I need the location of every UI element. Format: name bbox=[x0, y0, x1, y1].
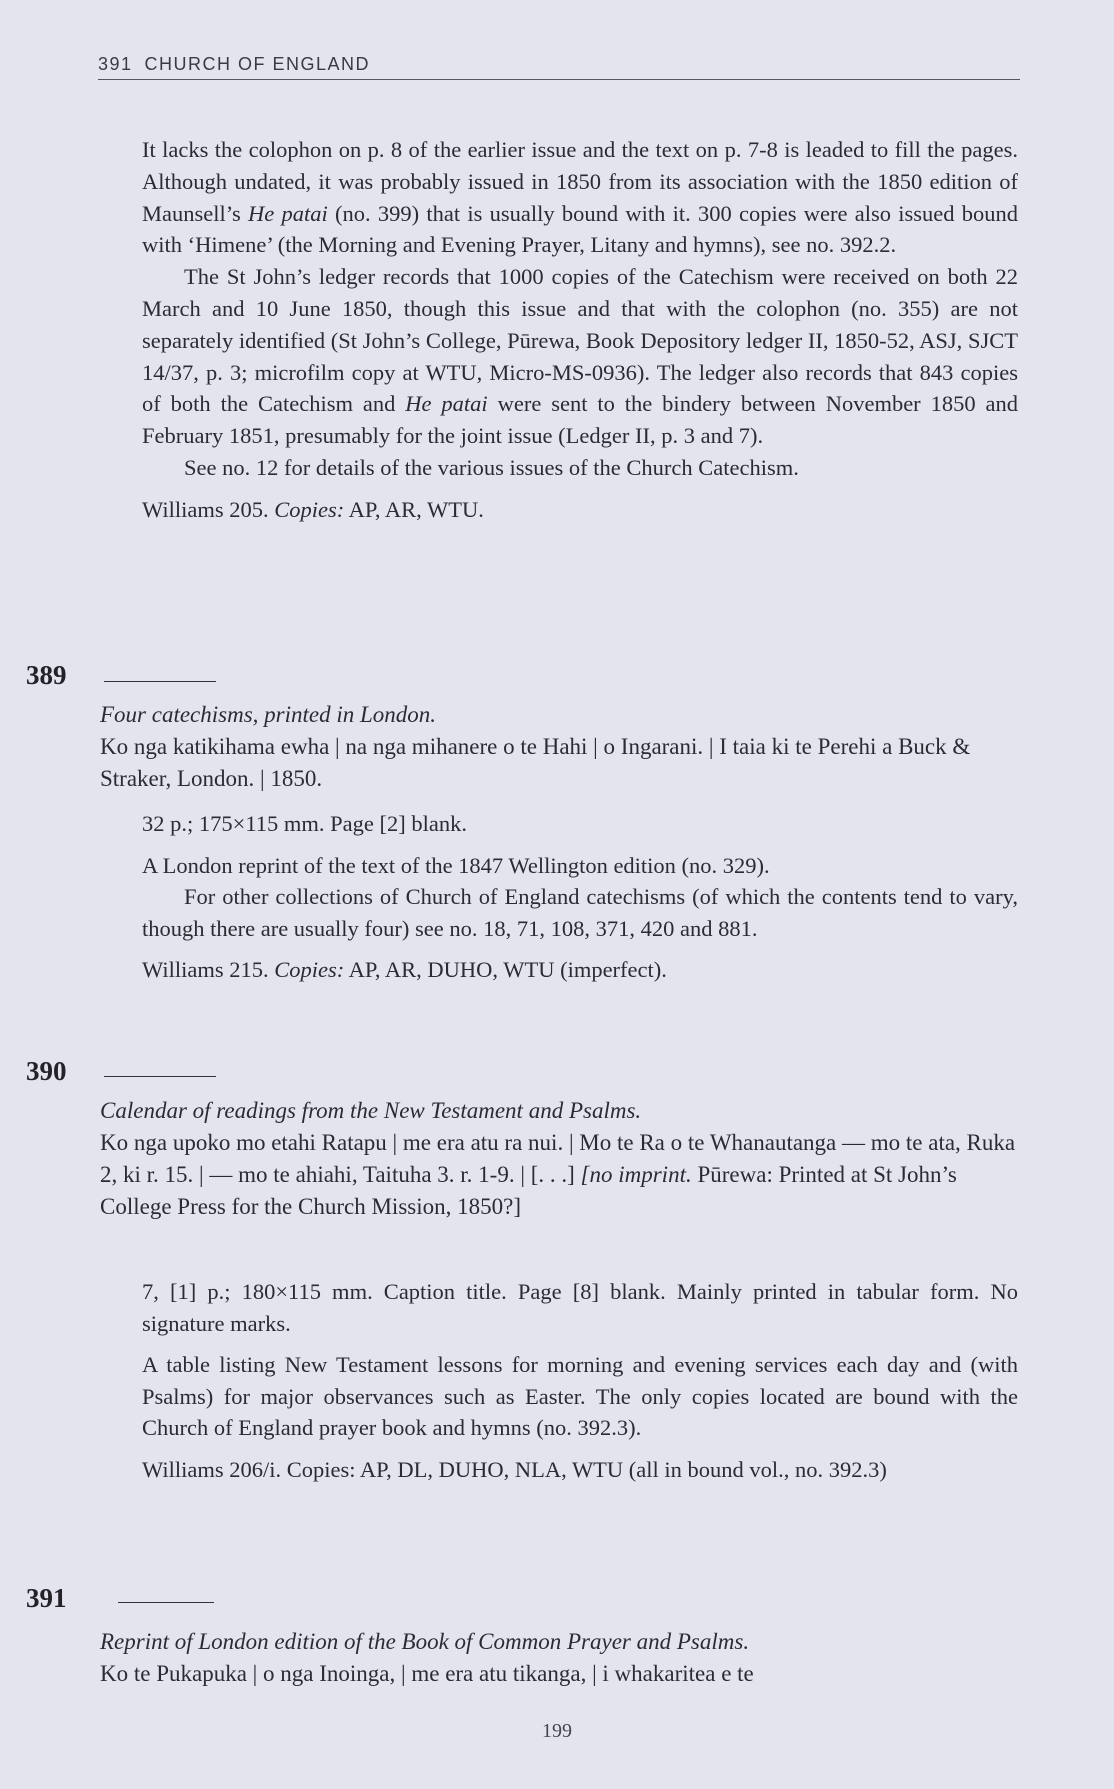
entry-389-transcription: Ko nga katikihama ewha | na nga mihanere o te Hahi | o Ingarani. | I taia ki te Perehi a Buck & Straker, London. | 1850. bbox=[100, 734, 971, 791]
running-header bbox=[98, 54, 1020, 80]
entry-389-reference: Williams 215. Copies: AP, AR, DUHO, WTU (imperfect). bbox=[142, 957, 667, 982]
entry-number-389: 389 bbox=[26, 660, 67, 690]
entry-number-390: 390 bbox=[26, 1056, 67, 1086]
entry-390-transcription: Ko nga upoko mo etahi Ratapu | me era atu ra nui. | Mo te Ra o te Whanautanga — mo te ata, Ruka 2, ki r. 15. | — mo te ahiahi, Taituha 3. r. 1-9. | [. . .] [no imprint. Pūrewa: Printed at St John’s College Press for the Church Mission, 1850?] bbox=[100, 1130, 1016, 1219]
intro-notes bbox=[142, 134, 1018, 526]
entry-389-note-2: For other collections of Church of England catechisms (of which the contents tend to vary, though there are usually four) see no. 18, 71, 108, 371, 420 and 881. bbox=[142, 884, 1018, 941]
entry-390-physical: 7, [1] p.; 180×115 mm. Caption title. Page [8] blank. Mainly printed in tabular form. No signature marks. bbox=[142, 1279, 1018, 1336]
page-number: 199 bbox=[542, 1720, 572, 1742]
entry-389-physical: 32 p.; 175×115 mm. Page [2] blank. bbox=[142, 811, 467, 836]
entry-389-heading bbox=[100, 699, 1020, 795]
intro-paragraph-3: See no. 12 for details of the various issues of the Church Catechism. bbox=[184, 454, 799, 480]
header-entry-ref: 391 bbox=[98, 54, 133, 74]
entry-391-transcription: Ko te Pukapuka | o nga Inoinga, | me era atu tikanga, | i whakaritea e te bbox=[100, 1661, 754, 1686]
entry-rule-390 bbox=[104, 1076, 216, 1077]
entry-390-heading bbox=[100, 1095, 1020, 1223]
entry-391-title: Reprint of London edition of the Book of Common Prayer and Psalms. bbox=[100, 1629, 750, 1654]
intro-paragraph-2: The St John’s ledger records that 1000 copies of the Catechism were received on both 22 March and 10 June 1850, though this issue and that with the colophon (no. 355) are not separately identified (St John’s College, Pūrewa, Book Depository ledger II, 1850-52, ASJ, SJCT 14/37, p. 3; microfilm copy at WTU, Micro-MS-0936). The ledger also records that 843 copies of both the Catechism and He patai were sent to the bindery between November 1850 and February 1851, presumably for the joint issue (Ledger II, p. 3 and 7). bbox=[142, 264, 1018, 449]
intro-paragraph-1: It lacks the colophon on p. 8 of the earlier issue and the text on p. 7-8 is leaded to fill the pages. Although undated, it was probably issued in 1850 from its association with the 1850 edition of Maunsell’s He patai (no. 399) that is usually bound with it. 300 copies were also issued bound with ‘Himene’ (the Morning and Evening Prayer, Litany and hymns), see no. 392.2. bbox=[142, 137, 1018, 258]
entry-390-title: Calendar of readings from the New Testament and Psalms. bbox=[100, 1098, 642, 1123]
entry-389-details bbox=[142, 808, 1018, 986]
entry-rule-389 bbox=[104, 681, 216, 682]
entry-390-note-1: A table listing New Testament lessons for morning and evening services each day and (with Psalms) for major observances such as Easter. The only copies located are bound with the Church of England prayer book and hymns (no. 392.3). bbox=[142, 1352, 1018, 1440]
entry-number-391: 391 bbox=[26, 1583, 67, 1613]
intro-reference: Williams 205. Copies: AP, AR, WTU. bbox=[142, 496, 484, 522]
entry-390-details bbox=[142, 1276, 1018, 1485]
header-section-title: CHURCH OF ENGLAND bbox=[144, 54, 371, 74]
entry-391-heading bbox=[100, 1626, 1020, 1690]
entry-389-note-1: A London reprint of the text of the 1847 Wellington edition (no. 329). bbox=[142, 852, 770, 878]
entry-390-reference: Williams 206/i. Copies: AP, DL, DUHO, NLA, WTU (all in bound vol., no. 392.3) bbox=[142, 1456, 887, 1482]
entry-rule-391 bbox=[118, 1602, 214, 1603]
entry-389-title: Four catechisms, printed in London. bbox=[100, 702, 437, 727]
